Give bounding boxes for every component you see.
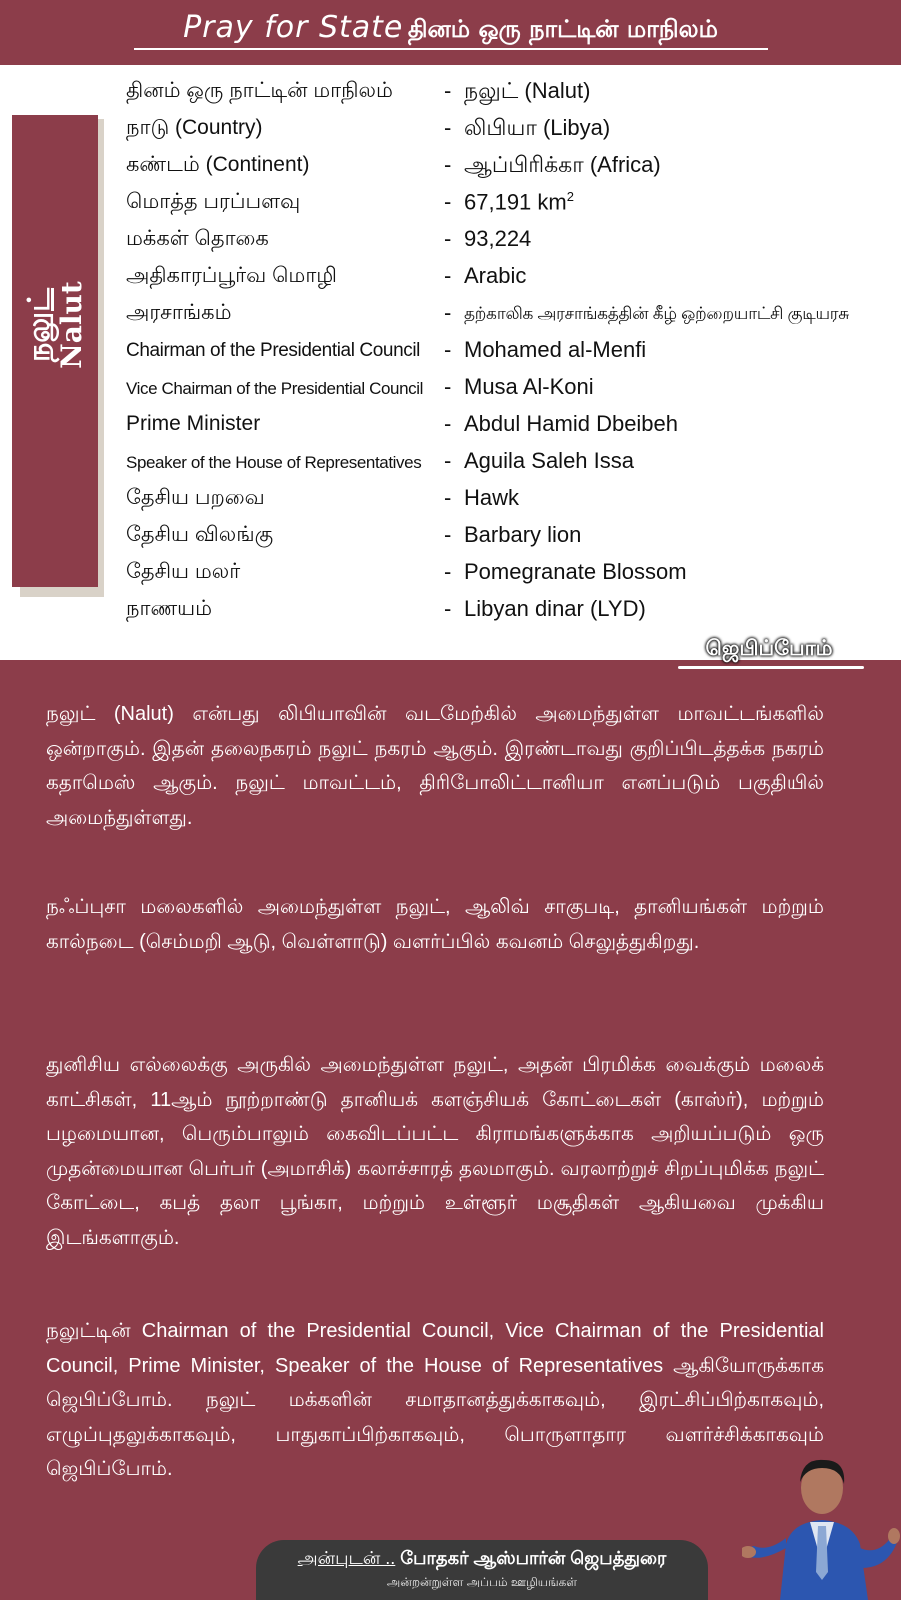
- info-label: மக்கள் தொகை: [126, 227, 269, 250]
- info-panel: [0, 65, 901, 660]
- info-row: [126, 556, 896, 592]
- info-row: [126, 223, 896, 259]
- info-label: அதிகாரப்பூர்வ மொழி: [126, 264, 337, 287]
- info-dash: -: [444, 115, 452, 140]
- footer-ministry-name: அன்றன்றுள்ள அப்பம் ஊழியங்கள்: [386, 1575, 578, 1589]
- side-tab-label: [14, 225, 96, 425]
- area-unit-superscript: 2: [566, 189, 574, 204]
- info-row: [126, 445, 896, 481]
- info-value: 93,224: [464, 226, 532, 251]
- description-paragraph: நலுட் (Nalut) என்பது லிபியாவின் வடமேற்கில் அமைந்துள்ள மாவட்டங்களில் ஒன்றாகும். இதன் தலைநகரம் நலுட் நகரம் ஆகும். இரண்டாவது குறிப்பிடத்தக்க நகரம் கதாமெஸ் ஆகும். நலுட் மாவட்டம், திரிபோலிட்டானியா எனப்படும் பகுதியில் அமைந்துள்ளது.: [46, 703, 824, 829]
- pray-badge-underline: [678, 666, 864, 669]
- title-tamil: தினம் ஒரு நாட்டின் மாநிலம்: [407, 15, 718, 43]
- footer-signature-line: [256, 1548, 708, 1571]
- info-label: நாணயம்: [126, 597, 213, 620]
- info-row: [126, 334, 896, 370]
- info-row: [126, 519, 896, 555]
- info-value: Barbary lion: [464, 522, 582, 547]
- info-value: Libyan dinar (LYD): [464, 596, 646, 621]
- info-row: [126, 593, 896, 629]
- info-value: Musa Al-Koni: [464, 374, 594, 399]
- info-dash: -: [444, 78, 452, 103]
- info-value: Pomegranate Blossom: [464, 559, 687, 584]
- info-row: [126, 149, 896, 185]
- info-value: ஆப்பிரிக்கா (Africa): [464, 152, 661, 177]
- pastor-photo: [742, 1452, 901, 1600]
- info-dash: -: [444, 152, 452, 177]
- info-value: Aguila Saleh Issa: [464, 448, 634, 473]
- info-row: [126, 371, 896, 407]
- info-dash: -: [444, 411, 452, 436]
- info-value: Abdul Hamid Dbeibeh: [464, 411, 679, 436]
- info-value: [464, 189, 574, 215]
- info-label: அரசாங்கம்: [126, 301, 232, 324]
- info-label: தேசிய மலர்: [126, 560, 241, 583]
- info-dash: -: [444, 374, 452, 399]
- info-row: [126, 75, 896, 111]
- info-value: லிபியா (Libya): [464, 115, 611, 140]
- header-bar: [0, 0, 901, 65]
- footer-signature: [256, 1540, 708, 1600]
- info-dash: -: [444, 337, 452, 362]
- description-paragraph: நஃப்புசா மலைகளில் அமைந்துள்ள நலுட், ஆலிவ் சாகுபடி, தானியங்கள் மற்றும் கால்நடை (செம்மறி ஆடு, வெள்ளாடு) வளர்ப்பில் கவனம் செலுத்துகிறது.: [46, 896, 824, 953]
- title-english: Pray for State: [183, 10, 404, 45]
- pray-badge: [674, 636, 864, 676]
- info-dash: -: [444, 559, 452, 584]
- info-row: [126, 482, 896, 518]
- info-value: Hawk: [464, 485, 520, 510]
- info-label: மொத்த பரப்பளவு: [126, 190, 301, 213]
- footer-lead: அன்புடன் ..: [297, 1548, 396, 1568]
- info-value: நலுட் (Nalut): [464, 78, 591, 103]
- info-dash: -: [444, 226, 452, 251]
- info-label: Chairman of the Presidential Council: [126, 340, 420, 361]
- area-value: 67,191 km: [464, 189, 567, 215]
- info-label: Prime Minister: [126, 412, 261, 435]
- info-value: தற்காலிக அரசாங்கத்தின் கீழ் ஒற்றையாட்சி குடியரசு: [464, 304, 850, 323]
- prayer-paragraph: நலுட்டின் Chairman of the Presidential Council, Vice Chairman of the Presidential Council, Prime Minister, Speaker of the House of Representatives ஆகியோருக்காக ஜெபிப்போம். நலுட் மக்களின் சமாதானத்துக்காகவும், இரட்சிப்பிற்காகவும், எழுப்புதலுக்காகவும், பாதுகாப்பிற்காகவும், பொருளாதார வளர்ச்சிக்காகவும் ஜெபிப்போம்.: [46, 1320, 824, 1480]
- info-row: [126, 297, 896, 333]
- description-paragraph: துனிசிய எல்லைக்கு அருகில் அமைந்துள்ள நலுட், அதன் பிரமிக்க வைக்கும் மலைக் காட்சிகள், 11ஆம் நூற்றாண்டு தானியக் களஞ்சியக் கோட்டைகள் (காஸ்ர்), மற்றும் பழமையான, பெரும்பாலும் கைவிடப்பட்ட கிராமங்களுக்காக அறியப்படும் ஒரு முதன்மையான பெர்பர் (அமாசிக்) கலாச்சாரத் தலமாகும். வரலாற்றுச் சிறப்புமிக்க நலுட் கோட்டை, கபத் தலா பூங்கா, மற்றும் உள்ளூர் மசூதிகள் ஆகியவை முக்கிய இடங்களாகும்.: [46, 1054, 824, 1249]
- info-dash: -: [444, 300, 452, 325]
- info-dash: -: [444, 596, 452, 621]
- info-dash: -: [444, 189, 452, 214]
- info-row: [126, 186, 896, 222]
- info-label: நாடு (Country): [126, 116, 263, 139]
- info-dash: -: [444, 448, 452, 473]
- info-value: Mohamed al-Menfi: [464, 337, 647, 362]
- info-label: Vice Chairman of the Presidential Council: [126, 379, 424, 398]
- info-dash: -: [444, 522, 452, 547]
- info-label: தினம் ஒரு நாட்டின் மாநிலம்: [126, 79, 393, 102]
- info-value: Arabic: [464, 263, 527, 288]
- info-row: [126, 112, 896, 148]
- side-name-english: Nalut: [55, 281, 88, 369]
- info-row: [126, 408, 896, 444]
- info-row: [126, 260, 896, 296]
- info-label: தேசிய விலங்கு: [126, 523, 274, 546]
- info-dash: -: [444, 485, 452, 510]
- info-label: தேசிய பறவை: [126, 486, 265, 509]
- info-label: Speaker of the House of Representatives: [126, 453, 422, 472]
- side-name-tamil: நலுட்: [22, 287, 57, 363]
- title-underline: [134, 48, 768, 50]
- info-dash: -: [444, 263, 452, 288]
- footer-author-name: போதகர் ஆஸ்பார்ன் ஜெபத்துரை: [400, 1548, 667, 1568]
- info-label: கண்டம் (Continent): [126, 153, 310, 176]
- pray-badge-text: ஜெபிப்போம்: [705, 636, 833, 660]
- page-title: [0, 10, 901, 46]
